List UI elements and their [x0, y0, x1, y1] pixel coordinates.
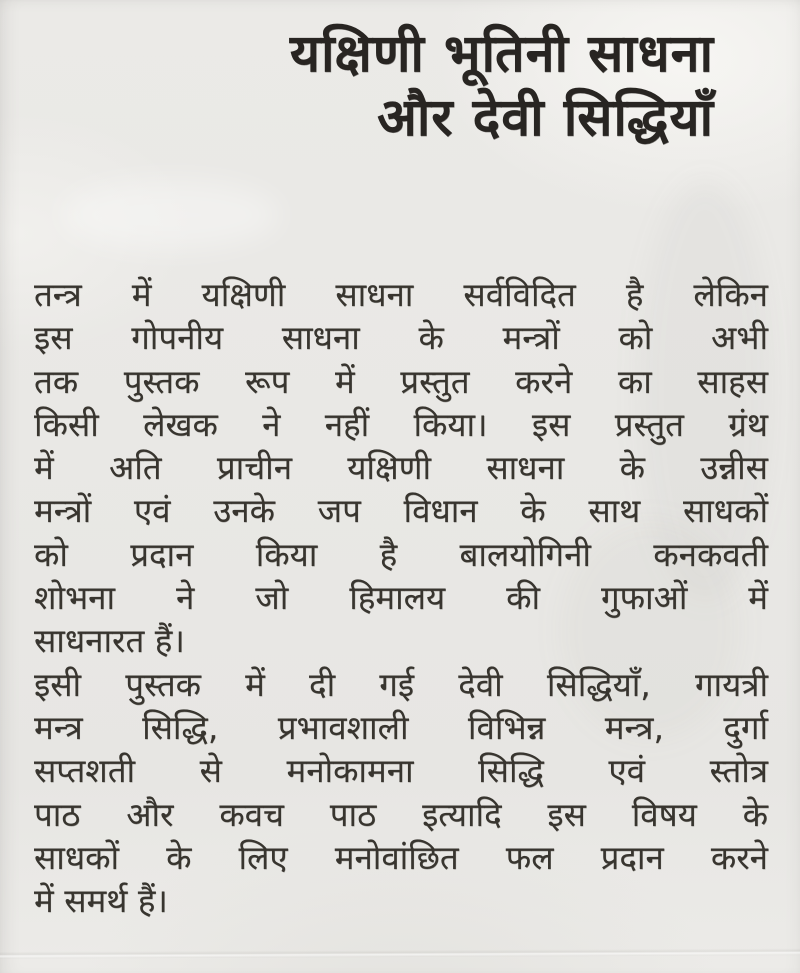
text-line: तन्त्र में यक्षिणी साधना सर्वविदित है लेकिन	[34, 275, 768, 314]
body-text	[34, 273, 768, 922]
text-line: तक पुस्तक रूप में प्रस्तुत करने का साहस	[34, 361, 768, 401]
chapter-title	[290, 22, 714, 150]
text-line: मन्त्रों एवं उनके जप विधान के साथ साधकों	[34, 491, 768, 531]
text-line: पाठ और कवच पाठ इत्यादि इस विषय के	[34, 794, 768, 834]
text-line: में अति प्राचीन यक्षिणी साधना के उन्नीस	[34, 448, 768, 488]
page-crease	[0, 948, 800, 958]
text-line: साधनारत हैं।	[34, 621, 185, 661]
text-line: में समर्थ हैं।	[34, 881, 168, 921]
text-line: इस गोपनीय साधना के मन्त्रों को अभी	[34, 318, 768, 358]
text-line: इसी पुस्तक में दी गई देवी सिद्धियाँ, गायत्री	[34, 664, 768, 704]
text-line: सप्तशती से मनोकामना सिद्धि एवं स्तोत्र	[34, 751, 768, 791]
text-line: किसी लेखक ने नहीं किया। इस प्रस्तुत ग्रंथ	[34, 404, 768, 444]
text-line: मन्त्र सिद्धि, प्रभावशाली विभिन्न मन्त्र, दुर्गा	[34, 707, 768, 747]
chapter-title-line-2: और देवी सिद्धियाँ	[377, 88, 714, 148]
paragraph-1	[34, 273, 768, 663]
page-highlight-patch	[60, 180, 280, 250]
paragraph-2	[34, 663, 768, 923]
text-line: शोभना ने जो हिमालय की गुफाओं में	[34, 578, 768, 618]
text-line: साधकों के लिए मनोवांछित फल प्रदान करने	[34, 837, 768, 877]
chapter-title-line-1: यक्षिणी भूतिनी साधना	[289, 24, 714, 84]
text-line: को प्रदान किया है बालयोगिनी कनकवती	[34, 534, 768, 574]
